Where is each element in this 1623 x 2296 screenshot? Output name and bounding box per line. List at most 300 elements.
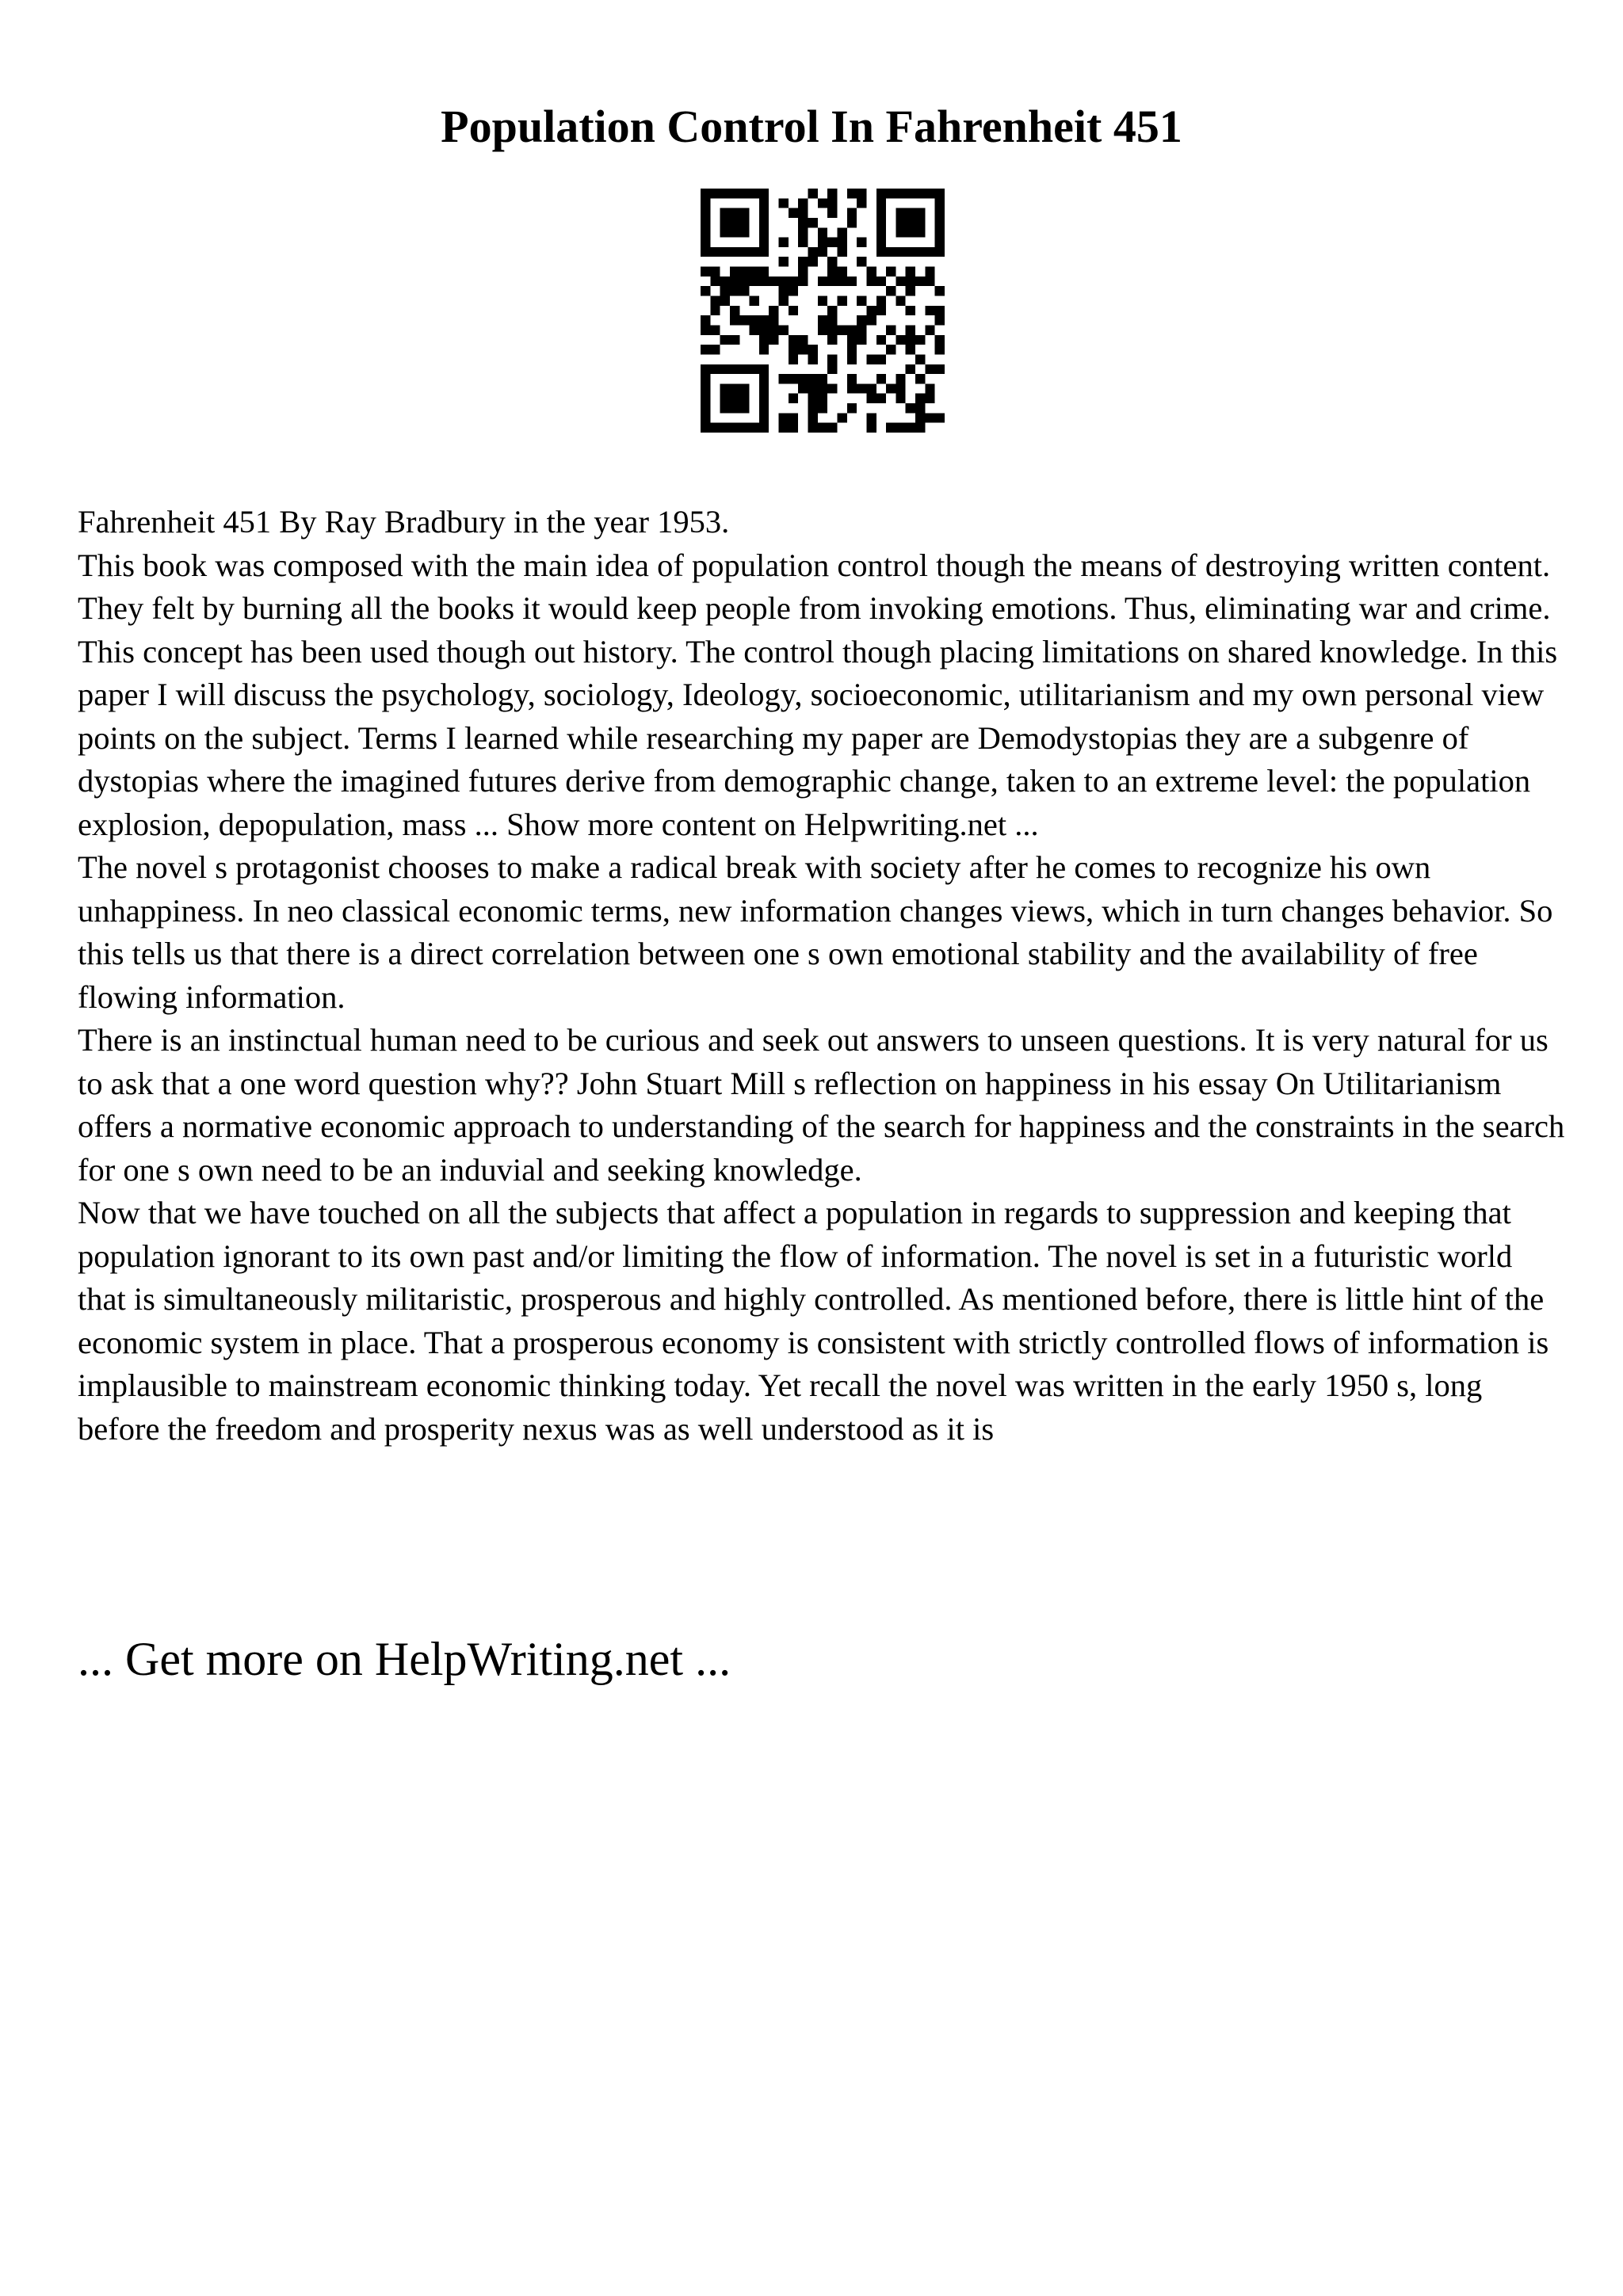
qr-module [896, 423, 905, 433]
qr-module [701, 423, 710, 433]
qr-module [759, 198, 769, 208]
qr-module [789, 423, 798, 433]
qr-module [906, 325, 915, 334]
qr-module [827, 364, 837, 374]
qr-module [710, 277, 720, 286]
qr-module [808, 189, 818, 198]
qr-module [710, 423, 720, 433]
qr-module [720, 335, 730, 345]
qr-module [798, 238, 808, 247]
qr-module [818, 403, 827, 413]
qr-module [808, 354, 818, 364]
qr-module [906, 306, 915, 315]
qr-module [789, 335, 798, 345]
qr-module [818, 383, 827, 393]
qr-module [847, 345, 857, 354]
qr-module [818, 374, 827, 383]
qr-module [739, 267, 749, 277]
qr-module [866, 277, 876, 286]
qr-module [876, 374, 886, 383]
qr-module [730, 403, 739, 413]
qr-module [808, 383, 818, 393]
qr-module [759, 267, 769, 277]
qr-module [701, 286, 710, 296]
qr-module [759, 277, 769, 286]
qr-module [896, 208, 905, 218]
qr-module [730, 267, 739, 277]
qr-module [866, 306, 876, 315]
qr-module [915, 354, 925, 364]
qr-module [701, 208, 710, 218]
qr-module [837, 325, 846, 334]
qr-module [759, 189, 769, 198]
qr-module [798, 227, 808, 237]
qr-module [779, 257, 789, 266]
qr-module [935, 189, 945, 198]
qr-module [827, 198, 837, 208]
qr-module [720, 423, 730, 433]
qr-module [710, 296, 720, 306]
qr-module [827, 383, 837, 393]
qr-module [808, 403, 818, 413]
qr-module [935, 315, 945, 325]
qr-module [720, 218, 730, 227]
qr-module [818, 325, 827, 334]
qr-module [750, 296, 759, 306]
qr-module [876, 277, 886, 286]
qr-module [876, 218, 886, 227]
qr-module [750, 364, 759, 374]
qr-module [935, 198, 945, 208]
qr-module [701, 394, 710, 403]
qr-module [701, 267, 710, 277]
qr-module [730, 306, 739, 315]
qr-module [789, 374, 798, 383]
qr-module [915, 277, 925, 286]
qr-module [701, 238, 710, 247]
qr-module [759, 383, 769, 393]
qr-module [886, 247, 896, 257]
qr-module [906, 189, 915, 198]
qr-module [750, 315, 759, 325]
qr-module [779, 413, 789, 422]
qr-module [789, 208, 798, 218]
qr-module [798, 383, 808, 393]
qr-module [857, 238, 866, 247]
qr-module [759, 403, 769, 413]
qr-module [935, 345, 945, 354]
qr-module [906, 227, 915, 237]
qr-module [906, 218, 915, 227]
qr-module [789, 277, 798, 286]
qr-module [935, 306, 945, 315]
qr-module [847, 208, 857, 218]
qr-module [837, 227, 846, 237]
qr-module [759, 364, 769, 374]
qr-module [925, 383, 934, 393]
qr-module [818, 277, 827, 286]
qr-module [857, 383, 866, 393]
qr-module [701, 364, 710, 374]
paragraph: This book was composed with the main idea of population control though the means of destroying written content. They felt by burning all the books it would keep people from invoking emotions. Thus, eliminating war and crime. This concept has been used though out history. The control though placing limitations on shared knowledge. In this paper I will discuss the psychology, sociology, Ideology, socioeconomic, utilitarianism and my own personal view points on the subject. Terms I learned while researching my paper are Demodystopias they are a subgenre of dystopias where the imagined futures derive from demographic change, taken to an extreme level: the population explosion, depopulation, mass ... Show more content on Helpwriting.net ... [78, 547, 1558, 842]
qr-module [739, 247, 749, 257]
qr-module [915, 374, 925, 383]
qr-module [896, 374, 905, 383]
qr-module [925, 277, 934, 286]
qr-module [779, 198, 789, 208]
qr-module [818, 198, 827, 208]
qr-module [798, 277, 808, 286]
qr-module [789, 394, 798, 403]
qr-module [935, 238, 945, 247]
qr-module [906, 423, 915, 433]
qr-module [847, 335, 857, 345]
qr-module [827, 257, 837, 266]
qr-module [857, 315, 866, 325]
qr-module [925, 413, 934, 422]
qr-module [837, 413, 846, 422]
qr-module [730, 218, 739, 227]
qr-module [818, 296, 827, 306]
qr-module [818, 423, 827, 433]
qr-module [789, 286, 798, 296]
qr-module [739, 394, 749, 403]
qr-module [857, 257, 866, 266]
qr-module [750, 325, 759, 334]
qr-module [906, 277, 915, 286]
qr-module [866, 315, 876, 325]
qr-module [701, 227, 710, 237]
qr-module [915, 227, 925, 237]
qr-module [906, 335, 915, 345]
qr-module [847, 374, 857, 383]
qr-module [739, 364, 749, 374]
qr-module [925, 394, 934, 403]
qr-module [827, 238, 837, 247]
qr-module [710, 247, 720, 257]
qr-module [857, 198, 866, 208]
qr-module [779, 374, 789, 383]
qr-module [730, 277, 739, 286]
qr-module [896, 335, 905, 345]
qr-module [935, 413, 945, 422]
qr-module [866, 394, 876, 403]
qr-module [730, 227, 739, 237]
qr-module [720, 286, 730, 296]
qr-module [837, 267, 846, 277]
qr-module [720, 364, 730, 374]
qr-module [789, 345, 798, 354]
qr-module [876, 296, 886, 306]
qr-module [701, 345, 710, 354]
qr-module [847, 277, 857, 286]
qr-module [876, 189, 886, 198]
qr-module [701, 383, 710, 393]
qr-module [866, 354, 876, 364]
qr-module [701, 315, 710, 325]
qr-module [935, 218, 945, 227]
qr-module [759, 315, 769, 325]
qr-module [730, 315, 739, 325]
qr-module [818, 238, 827, 247]
qr-module [739, 189, 749, 198]
qr-module [730, 286, 739, 296]
qr-module [730, 364, 739, 374]
qr-module [779, 238, 789, 247]
qr-module [925, 267, 934, 277]
qr-module [739, 286, 749, 296]
qr-module [827, 335, 837, 345]
qr-module [720, 403, 730, 413]
qr-module [925, 247, 934, 257]
qr-module [808, 247, 818, 257]
qr-module [866, 413, 876, 422]
qr-module [847, 403, 857, 413]
qr-module [837, 277, 846, 286]
qr-module [739, 218, 749, 227]
qr-module [720, 296, 730, 306]
qr-module [739, 403, 749, 413]
qr-module [759, 335, 769, 345]
qr-module [857, 296, 866, 306]
qr-module [759, 345, 769, 354]
qr-module [759, 208, 769, 218]
qr-module [739, 277, 749, 286]
qr-module [710, 267, 720, 277]
qr-module [906, 364, 915, 374]
qr-module [906, 403, 915, 413]
qr-module [720, 394, 730, 403]
qr-module [759, 238, 769, 247]
qr-module [779, 296, 789, 306]
qr-module [798, 198, 808, 208]
qr-module [710, 364, 720, 374]
qr-module [847, 189, 857, 198]
qr-module [896, 277, 905, 286]
qr-module [798, 345, 808, 354]
qr-module [701, 325, 710, 334]
qr-module [847, 383, 857, 393]
qr-module [827, 325, 837, 334]
qr-module [876, 227, 886, 237]
qr-module [769, 277, 778, 286]
qr-module [730, 189, 739, 198]
qr-module [701, 374, 710, 383]
qr-module [710, 306, 720, 315]
paragraph: There is an instinctual human need to be curious and seek out answers to unseen questions. It is very natural for us to ask that a one word question why?? John Stuart Mill s reflection on happiness in his essay On Utilitarianism offers a normative economic approach to understanding of the search for happiness and the constraints in the search for one s own need to be an induvial and seeking knowledge. [78, 1022, 1565, 1188]
qr-module [750, 247, 759, 257]
qr-module [798, 267, 808, 277]
qr-module [925, 364, 934, 374]
qr-module [906, 267, 915, 277]
qr-module [701, 189, 710, 198]
qr-module [759, 374, 769, 383]
qr-module [915, 394, 925, 403]
qr-module [915, 189, 925, 198]
qr-module [915, 208, 925, 218]
qr-module [769, 306, 778, 315]
qr-module [906, 286, 915, 296]
qr-module [886, 383, 896, 393]
qr-module [720, 383, 730, 393]
qr-module [896, 227, 905, 237]
qr-module [808, 413, 818, 422]
qr-module [710, 345, 720, 354]
qr-module [779, 325, 789, 334]
qr-module [925, 189, 934, 198]
qr-module [896, 394, 905, 403]
qr-module [701, 413, 710, 422]
qr-module [759, 325, 769, 334]
qr-module [837, 238, 846, 247]
qr-module [906, 208, 915, 218]
qr-module [730, 394, 739, 403]
qr-module [847, 354, 857, 364]
qr-module [710, 325, 720, 334]
qr-module [857, 335, 866, 345]
qr-module [896, 296, 905, 306]
qr-module [876, 208, 886, 218]
qr-module [730, 383, 739, 393]
qr-code-icon[interactable] [701, 189, 945, 433]
qr-module [866, 423, 876, 433]
qr-module [847, 325, 857, 334]
qr-module [759, 227, 769, 237]
qr-module [915, 403, 925, 413]
qr-module [876, 306, 886, 315]
qr-module [739, 315, 749, 325]
qr-module [759, 247, 769, 257]
qr-module [837, 247, 846, 257]
get-more-link[interactable]: ... Get more on HelpWriting.net ... [78, 1633, 731, 1685]
paragraph: Now that we have touched on all the subjects that affect a population in regards to suppression and keeping that population ignorant to its own past and/or limiting the flow of information. The novel is set in a futuristic world that is simultaneously militaristic, prosperous and highly controlled. As mentioned before, there is little hint of the economic system in place. That a prosperous economy is consistent with strictly controlled flows of information is implausible to mainstream economic thinking today. Yet recall the novel was written in the early 1950 s, long before the freedom and prosperity nexus was as well understood as it is [78, 1195, 1549, 1447]
qr-module [915, 218, 925, 227]
qr-module [915, 423, 925, 433]
page-title: Population Control In Fahrenheit 451 [441, 101, 1182, 152]
qr-module [886, 286, 896, 296]
qr-module [886, 189, 896, 198]
qr-module [759, 394, 769, 403]
qr-module [739, 227, 749, 237]
qr-module [701, 247, 710, 257]
qr-module [739, 208, 749, 218]
qr-module [808, 374, 818, 383]
qr-module [818, 247, 827, 257]
qr-module [818, 394, 827, 403]
qr-module [759, 423, 769, 433]
qr-module [886, 325, 896, 334]
qr-module [730, 208, 739, 218]
qr-module [750, 189, 759, 198]
qr-module [886, 423, 896, 433]
qr-module [847, 218, 857, 227]
qr-module [798, 208, 808, 218]
qr-module [789, 413, 798, 422]
qr-module [759, 413, 769, 422]
qr-module [896, 383, 905, 393]
qr-module [935, 227, 945, 237]
qr-module [915, 413, 925, 422]
qr-module [808, 345, 818, 354]
qr-module [701, 218, 710, 227]
qr-module [789, 306, 798, 315]
qr-module [779, 277, 789, 286]
qr-module [798, 335, 808, 345]
qr-module [827, 267, 837, 277]
qr-module [769, 315, 778, 325]
qr-module [789, 354, 798, 364]
qr-module [876, 198, 886, 208]
qr-module [808, 257, 818, 266]
qr-module [876, 238, 886, 247]
qr-module [720, 227, 730, 237]
qr-module [915, 247, 925, 257]
qr-module [857, 189, 866, 198]
qr-module [827, 189, 837, 198]
qr-module [798, 257, 808, 266]
qr-module [886, 267, 896, 277]
qr-module [808, 218, 818, 227]
qr-module [935, 208, 945, 218]
qr-module [720, 189, 730, 198]
qr-module [896, 189, 905, 198]
qr-module [935, 247, 945, 257]
qr-module [730, 423, 739, 433]
essay-body [78, 501, 1568, 1451]
qr-module [876, 335, 886, 345]
qr-module [935, 286, 945, 296]
qr-module [808, 394, 818, 403]
paragraph: The novel s protagonist chooses to make a radical break with society after he comes to recognize his own unhappiness. In neo classical economic terms, new information changes views, which in turn changes behavior. So this tells us that there is a direct correlation between one s own emotional stability and the availability of free flowing information. [78, 849, 1553, 1015]
qr-module [808, 423, 818, 433]
qr-module [866, 383, 876, 393]
qr-module [739, 423, 749, 433]
qr-module [818, 315, 827, 325]
qr-module [915, 335, 925, 345]
qr-module [837, 296, 846, 306]
qr-module [720, 277, 730, 286]
qr-module [701, 403, 710, 413]
qr-module [798, 374, 808, 383]
qr-module [739, 383, 749, 393]
qr-module [827, 277, 837, 286]
qr-module [827, 423, 837, 433]
qr-module [769, 325, 778, 334]
qr-module [827, 315, 837, 325]
qr-module [720, 208, 730, 218]
paragraph: Fahrenheit 451 By Ray Bradbury in the year 1953. [78, 504, 730, 540]
qr-module [925, 325, 934, 334]
qr-module [906, 345, 915, 354]
qr-module [779, 423, 789, 433]
qr-module [876, 354, 886, 364]
qr-module [827, 306, 837, 315]
qr-code-graphic [701, 189, 945, 433]
qr-module [866, 267, 876, 277]
qr-module [750, 277, 759, 286]
qr-module [857, 325, 866, 334]
qr-module [730, 247, 739, 257]
qr-module [896, 218, 905, 227]
qr-module [730, 335, 739, 345]
qr-module [827, 354, 837, 364]
qr-module [750, 423, 759, 433]
qr-module [906, 247, 915, 257]
qr-module [710, 189, 720, 198]
qr-module [896, 247, 905, 257]
qr-module [798, 218, 808, 227]
qr-module [876, 247, 886, 257]
